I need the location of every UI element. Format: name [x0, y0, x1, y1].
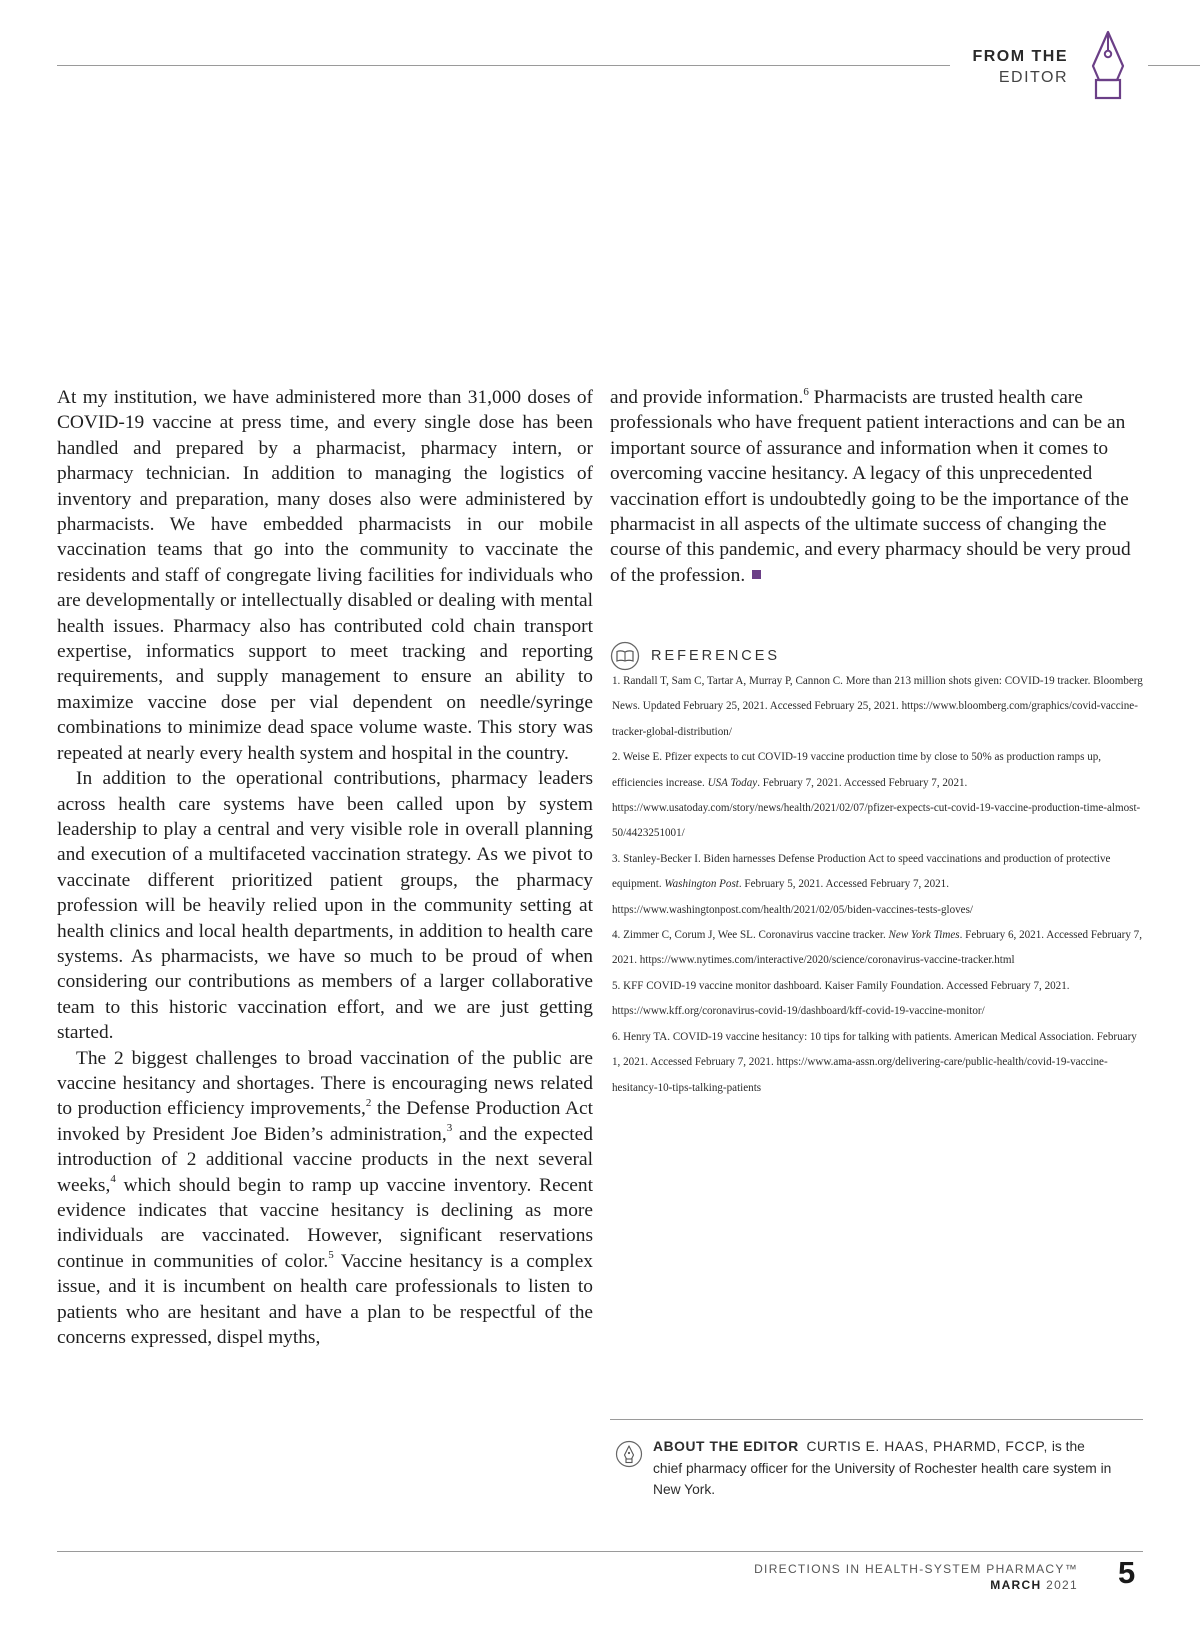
body-paragraph-4 — [610, 385, 1143, 588]
body-paragraph-3 — [57, 1046, 593, 1351]
about-divider — [610, 1419, 1143, 1420]
citation-2: 2 — [365, 1096, 372, 1109]
ref-text: . February 6, 2021. Accessed February 7, 2021. https://www.nytimes.com/interactive/2020/science/coronavirus-vaccine-tracker.html — [612, 929, 1142, 967]
text-run: which should begin to ramp up vaccine inventory. Recent evidence indicates that vaccine hesitancy is declining as more individuals are vaccinated. However, significant reservations continue in communities of color. — [57, 1174, 593, 1272]
section-label — [972, 46, 1068, 88]
text-run: the Defense Production Act invoked by President Joe Biden’s administration, — [57, 1098, 593, 1145]
ref-publication: New York Times — [888, 929, 960, 942]
ref-text: 5. KFF COVID-19 vaccine monitor dashboard. Kaiser Family Foundation. Accessed February 7, 2021. https://www.kff.org/coronavirus-covid-19/dashboard/kff-covid-19-vaccine-monitor/ — [612, 979, 1070, 1018]
text-run: Vaccine hesitancy is a complex issue, and it is incumbent on health care professionals to listen to patients who are hesitant and have a plan to be respectful of the concerns expressed, dispel myths, — [57, 1250, 593, 1349]
issue-year: 2021 — [1046, 1578, 1078, 1592]
ref-text: . February 5, 2021. Accessed February 7, 2021. https://www.washingtonpost.com/health/2021/02/05/biden-vaccines-tests-gloves/ — [612, 878, 974, 916]
footer-rule — [57, 1551, 1143, 1552]
header-rule-right — [1148, 65, 1200, 66]
citation-5: 5 — [328, 1249, 334, 1262]
ref-publication: Washington Post — [664, 878, 739, 891]
ref-text: 3. Stanley-Becker I. Biden harnesses Defense Production Act to speed vaccinations and production of protective equipment. — [612, 852, 1111, 891]
references-list — [612, 669, 1147, 1101]
page-number: 5 — [1118, 1555, 1136, 1590]
reference-item — [612, 1025, 1147, 1101]
section-label-line1: FROM THE — [972, 48, 1068, 65]
reference-item — [612, 923, 1147, 974]
citation-4: 4 — [110, 1173, 116, 1186]
fountain-pen-nib-icon — [1082, 28, 1134, 106]
references-title: REFERENCES — [651, 648, 781, 664]
editor-bio: is the chief pharmacy officer for the University of Rochester health care system in New York. — [653, 1439, 1112, 1497]
reference-item — [612, 974, 1147, 1025]
publication-name: DIRECTIONS IN HEALTH-SYSTEM PHARMACY™ — [754, 1562, 1078, 1576]
footer — [754, 1561, 1078, 1593]
text-run: and provide information. — [610, 387, 804, 408]
body-paragraph-2: In addition to the operational contributions, pharmacy leaders across health care systems have been called upon by system leadership to play a central and very visible role in overall planning and execution of a multifaceted vaccination strategy. As we pivot to vaccinate different prioritized patient groups, the pharmacy profession will be heavily relied upon in the community setting at health clinics and local health departments, in addition to health care systems. As pharmacists, we have so much to be proud of when considering our contributions as members of a larger collaborative team to this historic vaccination effort, and we are just getting started. — [57, 768, 593, 1044]
issue-date — [754, 1577, 1078, 1593]
reference-item — [612, 847, 1147, 923]
references-header — [610, 641, 780, 671]
ref-publication: USA Today — [707, 776, 758, 789]
text-run: and the expected introduction of 2 additional vaccine products in the next several weeks, — [57, 1123, 593, 1196]
ref-text: 6. Henry TA. COVID-19 vaccine hesitancy: 10 tips for talking with patients. American Medical Association. February 1, 2021. Accessed February 7, 2021. https://www.ama-assn.org/delivering-care/public-health/covid-19-vaccine-hesitancy-10-tips-talking-patients — [612, 1030, 1137, 1094]
ref-text: 1. Randall T, Sam C, Tartar A, Murray P, Cannon C. More than 213 million shots given: COVID-19 tracker. Bloomberg News. Updated February 25, 2021. Accessed February 25, 2021. https://www.bloomberg.com/graphics/covid-vaccine-tracker-global-distribution/ — [612, 675, 1143, 738]
text-run: Pharmacists are trusted health care professionals who have frequent patient interactions and can be an important source of assurance and information when it comes to overcoming vaccine hesitancy. A legacy of this unprecedented vaccination effort is undoubtedly going to be the importance of the pharmacist in all aspects of the ultimate success of changing the course of this pandemic, and every pharmacy should be very proud of the profession. — [610, 387, 1131, 586]
article-column-right — [610, 385, 1143, 588]
article-column-left — [57, 385, 593, 1350]
about-label: ABOUT THE EDITOR — [653, 1439, 799, 1454]
citation-6: 6 — [803, 385, 809, 398]
text-run: The 2 biggest challenges to broad vaccination of the public are vaccine hesitancy and shortages. There is encouraging news related to production efficiency improvements, — [57, 1047, 593, 1120]
pen-nib-circle-icon — [615, 1440, 643, 1468]
section-label-line2: EDITOR — [998, 69, 1068, 86]
header-rule-left — [57, 65, 950, 66]
body-paragraph-1: At my institution, we have administered more than 31,000 doses of COVID-19 vaccine at press time, and every single dose has been handled and prepared by a pharmacist, pharmacy intern, or pharmacy technician. In addition to managing the logistics of inventory and preparation, many doses also were administered by pharmacists. We have embedded pharmacists in our mobile vaccination teams that go into the community to vaccinate the residents and staff of congregate living facilities for individuals who are developmentally or intellectually disabled or dealing with mental health issues. Pharmacy also has contributed cold chain transport expertise, informatics support to meet tracking and reporting requirements, and supply management to ensure an ability to maximize vaccine dose per vial dependent on needle/syringe combinations to minimize dead space volume waste. This story was repeated at nearly every health system and hospital in the country. — [57, 387, 593, 764]
end-mark-icon — [752, 570, 761, 579]
reference-item — [612, 669, 1147, 745]
open-book-icon — [610, 641, 640, 671]
editor-name: CURTIS E. HAAS, PHARMD, FCCP, — [806, 1439, 1048, 1454]
reference-item — [612, 745, 1147, 847]
ref-text: . February 7, 2021. Accessed February 7, 2021. https://www.usatoday.com/story/news/health/2021/02/07/pfizer-expects-cut-covid-19-vaccine-production-time-almost-50/4423251001/ — [612, 776, 1141, 840]
issue-month: MARCH — [990, 1578, 1042, 1592]
ref-text: 4. Zimmer C, Corum J, Wee SL. Coronavirus vaccine tracker. — [612, 929, 889, 942]
citation-3: 3 — [446, 1122, 453, 1135]
about-the-editor — [653, 1436, 1113, 1501]
ref-text: 2. Weise E. Pfizer expects to cut COVID-19 vaccine production time by close to 50% as production ramps up, efficiencies increase. — [612, 751, 1102, 789]
